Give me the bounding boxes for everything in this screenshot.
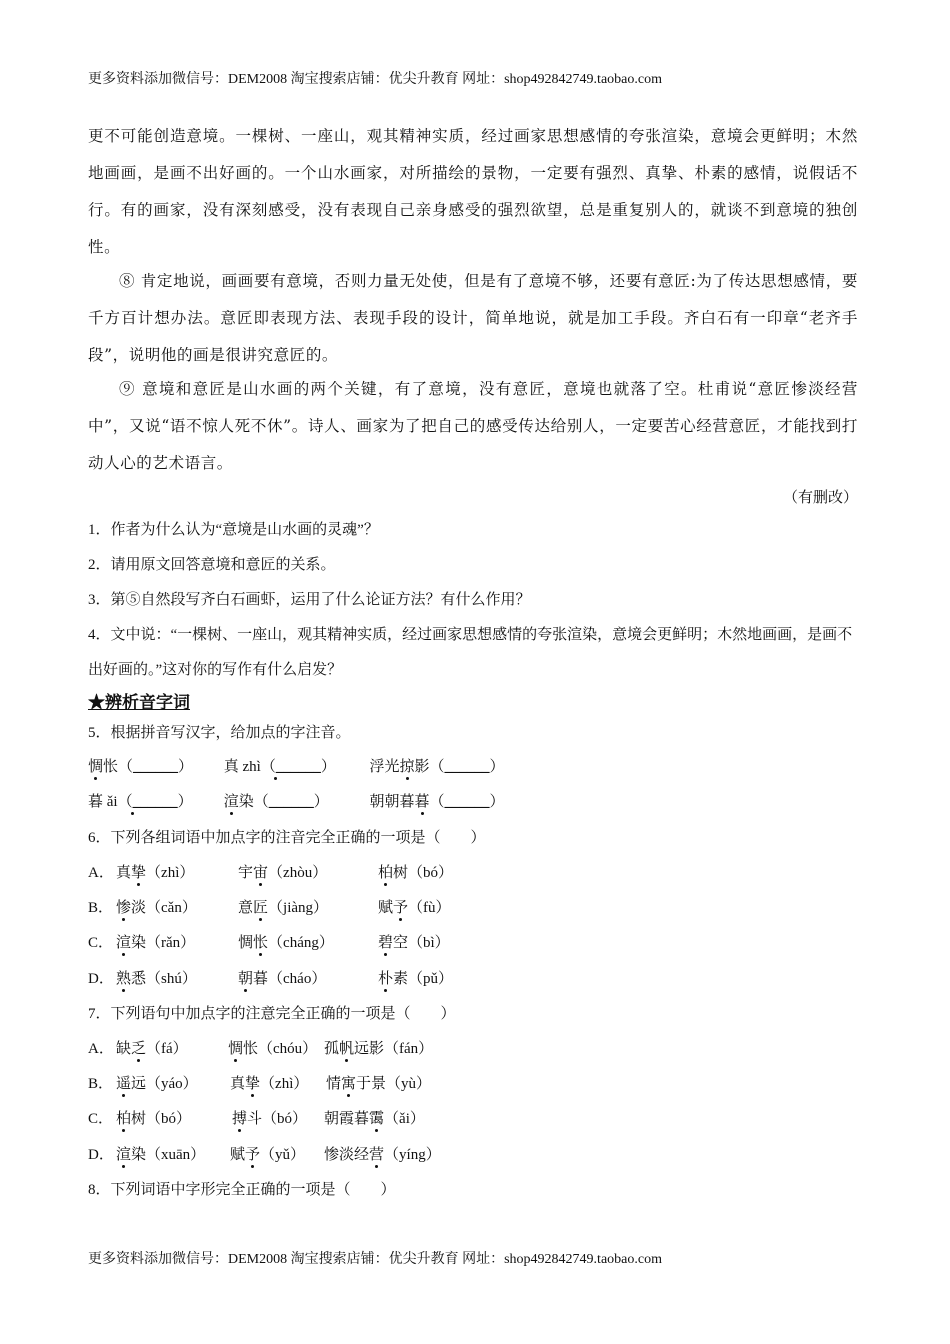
question-5-row-1 <box>88 752 505 782</box>
option-word: 柏树（bó） <box>378 865 454 881</box>
answer-blank[interactable]: ______ <box>275 759 321 775</box>
option-word: 朴素（pǔ） <box>378 971 454 987</box>
question-1: 1．作者为什么认为“意境是山水画的灵魂”？ <box>88 522 379 538</box>
option-word: 惨淡经营（yíng） <box>324 1147 441 1163</box>
answer-blank[interactable]: ______ <box>444 759 490 775</box>
question-6-stem: 6．下列各组词语中加点字的注音完全正确的一项是（ ） <box>88 830 486 846</box>
section-heading: ★辨析音字词 <box>88 693 190 712</box>
option-word: 惆怅（cháng） <box>238 935 334 951</box>
question-4: 4．文中说：“一棵树、一座山，观其精神实质，经过画家思想感情的夸张渲染，意境会更鲜明；木然地画画，是画不出好画的。”这对你的写作有什么启发？ <box>88 627 853 678</box>
passage-paragraph-continued: 更不可能创造意境。一棵树、一座山，观其精神实质，经过画家思想感情的夸张渲染，意境会更鲜明；木然地画画，是画不出好画的。一个山水画家，对所描绘的景物，一定要有强烈、真挚、朴素的感情，说假话不行。有的画家，没有深刻感受，没有表现自己亲身感受的强烈欲望，总是重复别人的，就谈不到意境的独创性。 <box>88 127 858 256</box>
question-7-option-c[interactable]: C． 柏树（bó） 搏斗（bó） 朝霞暮霭（ǎi） <box>88 1104 425 1134</box>
pinyin-item: 渲染（______） <box>224 787 366 817</box>
answer-blank[interactable]: ______ <box>133 759 179 775</box>
passage-paragraph-8: ⑧ 肯定地说，画画要有意境，否则力量无处使，但是有了意境不够，还要有意匠:为了传达思想感情，要千方百计想办法。意匠即表现方法、表现手段的设计，简单地说，就是加工手段。齐白石有一印章“老齐手段”，说明他的画是很讲究意匠的。 <box>88 272 858 364</box>
question-5-row-2 <box>88 787 505 817</box>
passage-paragraph-9: ⑨ 意境和意匠是山水画的两个关键，有了意境，没有意匠，意境也就落了空。杜甫说“意匠惨淡经营中”，又说“语不惊人死不休”。诗人、画家为了把自己的感受传达给别人，一定要苦心经营意匠，才能找到打动人心的艺术语言。 <box>88 380 858 472</box>
question-8-stem: 8．下列词语中字形完全正确的一项是（ ） <box>88 1182 396 1198</box>
question-7-option-b[interactable]: B． 遥远（yáo） 真挚（zhì） 情寓于景（yù） <box>88 1069 431 1099</box>
pinyin-item: 朝朝暮暮（______） <box>370 787 505 817</box>
option-word: 渲染（rǎn） <box>116 935 196 951</box>
option-word: 朝暮（cháo） <box>238 971 327 987</box>
option-word: 意匠（jiàng） <box>238 900 329 916</box>
abridged-note: （有删改） <box>782 488 858 506</box>
question-6-option-d[interactable]: D． 熟悉（shú） 朝暮（cháo） 朴素（pǔ） <box>88 964 453 994</box>
option-word: 惨淡（cǎn） <box>116 900 197 916</box>
answer-blank[interactable]: ______ <box>444 794 490 810</box>
option-word: 惆怅（chóu） <box>228 1041 318 1057</box>
question-3: 3．第⑤自然段写齐白石画虾，运用了什么论证方法？有什么作用？ <box>88 592 531 608</box>
option-word: 柏树（bó） <box>116 1111 192 1127</box>
page-header: 更多资料添加微信号：DEM2008 淘宝搜索店铺：优尖升教育 网址：shop492842749.taobao.com <box>88 72 662 87</box>
option-word: 熟悉（shú） <box>116 971 197 987</box>
option-word: 赋予（yǔ） <box>230 1147 306 1163</box>
option-word: 真挚（zhì） <box>116 865 195 881</box>
question-5-stem: 5．根据拼音写汉字，给加点的字注音。 <box>88 725 351 741</box>
question-6-option-b[interactable]: B． 惨淡（cǎn） 意匠（jiàng） 赋予（fù） <box>88 893 451 923</box>
page-footer: 更多资料添加微信号：DEM2008 淘宝搜索店铺：优尖升教育 网址：shop492842749.taobao.com <box>88 1252 662 1267</box>
question-2: 2．请用原文回答意境和意匠的关系。 <box>88 557 336 573</box>
option-word: 渲染（xuān） <box>116 1147 206 1163</box>
pinyin-item: 真 zhì（______） <box>224 752 366 782</box>
option-word: 情寓于景（yù） <box>326 1076 432 1092</box>
question-6-option-a[interactable]: A． 真挚（zhì） 宇宙（zhòu） 柏树（bó） <box>88 858 453 888</box>
option-word: 真挚（zhì） <box>230 1076 309 1092</box>
answer-blank[interactable]: ______ <box>132 794 178 810</box>
option-word: 赋予（fù） <box>378 900 451 916</box>
option-word: 孤帆远影（fán） <box>324 1041 434 1057</box>
question-7-option-d[interactable]: D． 渲染（xuān） 赋予（yǔ） 惨淡经营（yíng） <box>88 1140 441 1170</box>
option-word: 缺乏（fá） <box>116 1041 188 1057</box>
answer-blank[interactable]: ______ <box>268 794 314 810</box>
option-word: 宇宙（zhòu） <box>238 865 328 881</box>
question-6-option-c[interactable]: C． 渲染（rǎn） 惆怅（cháng） 碧空（bì） <box>88 928 450 958</box>
option-word: 朝霞暮霭（ǎi） <box>324 1111 425 1127</box>
option-word: 碧空（bì） <box>378 935 450 951</box>
pinyin-item: 惆怅（______） <box>88 752 220 782</box>
question-7-stem: 7．下列语句中加点字的注意完全正确的一项是（ ） <box>88 1006 456 1022</box>
pinyin-item: 暮 ǎi（______） <box>88 787 220 817</box>
pinyin-item: 浮光掠影（______） <box>370 752 505 782</box>
option-word: 搏斗（bó） <box>232 1111 308 1127</box>
option-word: 遥远（yáo） <box>116 1076 198 1092</box>
question-7-option-a[interactable]: A． 缺乏（fá） 惆怅（chóu） 孤帆远影（fán） <box>88 1034 433 1064</box>
